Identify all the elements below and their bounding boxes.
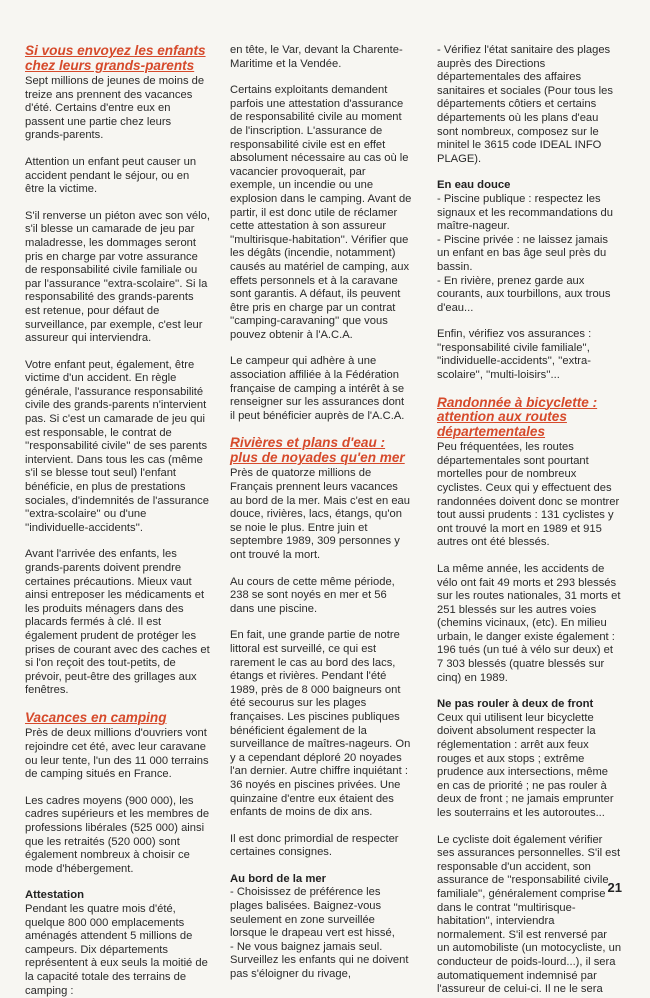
paragraph: Votre enfant peut, également, être victime d'un accident. En règle générale, l'assurance responsabilité civile des grands-parents n'intervient pas. Si c'est un camarade de jeu qui est responsable, le contrat de ''responsabilité civile'' de ses parents intervient. Dans tous les cas (même s'il se blesse tout seul) l'enfant bénéficie, en plus de prestations sociales, d'indemnités de l'assurance ''extra-scolaire'' ou d'une ''individuelle-accidents''.: [25, 358, 209, 534]
paragraph: Le campeur qui adhère à une association affiliée à la Fédération française de camping a intérêt à se renseigner sur les assurances dont il peut bénéficier auprès de l'A.C.A.: [230, 355, 405, 422]
subheading-deux-de-front: Ne pas rouler à deux de front: [437, 698, 594, 711]
paragraph: Sept millions de jeunes de moins de treize ans prennent des vacances d'été. Certains d'entre eux en passent une partie chez leurs grands-parents.: [25, 75, 205, 142]
list-item: - Piscine publique : respectez les signaux et les recommandations du maître-nageur.: [437, 192, 613, 233]
paragraph: Peu fréquentées, les routes départementales sont pourtant mortelles pour de nombreux cyclistes. Ceux qui y effectuent des randonnées doivent donc se montrer tout aussi prudents : 131 cyclistes y ont trouvé la mort en 1989 et 915 autres ont été blessés.: [437, 441, 620, 549]
column-right: [437, 44, 622, 997]
column-left: [25, 44, 211, 998]
paragraph: Attention un enfant peut causer un accident pendant le séjour, ou en être la victime.: [25, 155, 197, 196]
subheading-eau-douce: En eau douce: [437, 179, 511, 192]
column-middle: [230, 44, 412, 982]
list-item: - Vérifiez l'état sanitaire des plages auprès des Directions départementales des affaires sanitaires et sociales (Pour tous les départements côtiers et certains départements où les plans d'eau sont nombreux, composez sur le minitel le 3615 code IDEAL INFO PLAGE).: [437, 44, 613, 165]
paragraph: Au cours de cette même période, 238 se sont noyés en mer et 56 dans une piscine.: [230, 575, 395, 615]
paragraph: Pendant les quatre mois d'été, quelque 800 000 emplacements aménagés attendent 5 millions de campeurs. Dix départements représentent à eux seuls la moitié de la capacité totale des terrains de camping :: [25, 902, 208, 997]
list-item: - Piscine privée : ne laissez jamais un enfant en bas âge seul près du bassin.: [437, 233, 608, 273]
paragraph: Près de deux millions d'ouvriers vont rejoindre cet été, avec leur caravane ou leur tente, l'un des 11 000 terrains de camping situés en France.: [25, 727, 209, 781]
paragraph: Avant l'arrivée des enfants, les grands-parents doivent prendre certaines précautions. Mieux vaut ainsi entreposer les médicaments et les produits ménagers dans des placards fermés à clé. Il est également prudent de protéger les prises de courant avec des caches et si l'on reçoit des tout-petits, de prévoir, peut-être des grillages aux fenêtres.: [25, 548, 210, 697]
paragraph: En fait, une grande partie de notre littoral est surveillé, ce qui est rarement le cas au bord des lacs, étangs et rivières. Pendant l'été 1989, près de 8 000 baigneurs ont été secourus sur les plages françaises. Les piscines publiques bénéficient également de la surveillance de maîtres-nageurs. On y a cependant déploré 20 noyades l'an dernier. Autre chiffre inquiétant : 36 noyés en piscines privées. Une quinzaine d'entre eux étaient des enfants de moins de dix ans.: [230, 629, 411, 819]
paragraph: Ceux qui utilisent leur bicyclette doivent absolument respecter la réglementation : arrêt aux feux rouges et aux stops ; extrême prudence aux intersections, même en cas de priorité ; ne pas rouler à deux de front ; ne jamais emprunter les souterrains et les autoroutes...: [437, 711, 614, 819]
paragraph: en tête, le Var, devant la Charente-Maritime et la Vendée.: [230, 44, 403, 70]
paragraph: Il est donc primordial de respecter certaines consignes.: [230, 832, 399, 859]
list-item: - Ne vous baignez jamais seul. Surveillez les enfants qui ne doivent pas s'éloigner du rivage,: [230, 940, 409, 981]
list-item: - En rivière, prenez garde aux courants, aux tourbillons, aux trous d'eau...: [437, 274, 611, 314]
paragraph: Près de quatorze millions de Français prennent leurs vacances au bord de la mer. Mais c'est en eau douce, rivières, lacs, étangs, qu'on se noie le plus. Entre juin et septembre 1989, 309 personnes y ont trouvé la mort.: [230, 467, 410, 561]
paragraph: Certains exploitants demandent parfois une attestation d'assurance de responsabilité civile au moment de l'inscription. L'assurance de responsabilité civile est en effet absolument nécessaire au cas où le vacancier provoquerait, par exemple, un incendie ou une explosion dans le camping. Avant de partir, il est donc utile de réclamer cette attestation à son assureur ''multirisque-habitation''. Vérifier que les dégâts (incendie, notamment) causés au matériel de camping, aux effets personnels et à la caravane sont garantis. A défaut, ils peuvent être pris en charge par un contrat ''camping-caravaning'' que vous pouvez obtenir à l'A.C.A.: [230, 84, 412, 341]
subheading-attestation: Attestation: [25, 889, 84, 902]
list-item: - Choisissez de préférence les plages balisées. Baignez-vous seulement en zone surveillée lorsque le drapeau vert est hissé,: [230, 886, 395, 940]
heading-rivieres-plans-eau: Rivières et plans d'eau : plus de noyades qu'en mer: [230, 435, 405, 465]
paragraph: La même année, les accidents de vélo ont fait 49 morts et 293 blessés sur les routes nationales, 31 morts et 251 blessés sur les autres voies (chemins vicinaux, (etc). En milieu urbain, le danger existe également : 196 tués (un tué à vélo sur deux) et 7 303 blessés (quatre blessés sur cinq) en 1989.: [437, 562, 621, 684]
heading-enfants-grands-parents: Si vous envoyez les enfants chez leurs grands-parents: [25, 43, 206, 73]
paragraph: S'il renverse un piéton avec son vélo, s'il blesse un camarade de jeu par maladresse, les dommages seront pris en charge par votre assurance de responsabilité civile familiale ou par l'assurance ''extra-scolaire''. Si la responsabilité des grands-parents est retenue, pour défaut de surveillance, par exemple, c'est leur assureur qui interviendra.: [25, 209, 210, 345]
paragraph: Le cycliste doit également vérifier ses assurances personnelles. S'il est responsable d'un accident, son assurance de ''responsabilité civile familiale'', généralement comprise dans le contrat ''multirisque-habitation'', interviendra normalement. S'il est renversé par un automobiliste (un motocycliste, un conducteur de poids-lourd...), il sera automatiquement indemnisé par l'assureur de celui-ci. Il ne le sera: [437, 833, 622, 996]
paragraph: Les cadres moyens (900 000), les cadres supérieurs et les membres de professions libérales (525 000) ainsi que les retraités (520 000) sont également nombreux à choisir ce mode d'hébergement.: [25, 794, 210, 875]
heading-randonnee-bicyclette: Randonnée à bicyclette : attention aux routes départementales: [437, 394, 598, 439]
paragraph: Enfin, vérifiez vos assurances : ''responsabilité civile familiale'', ''individuelle-accidents'', ''extra-scolaire'', ''multi-loisirs''...: [437, 328, 592, 382]
page-number: 21: [607, 880, 622, 895]
heading-vacances-camping: Vacances en camping: [25, 709, 167, 725]
subheading-bord-de-mer: Au bord de la mer: [230, 872, 327, 885]
